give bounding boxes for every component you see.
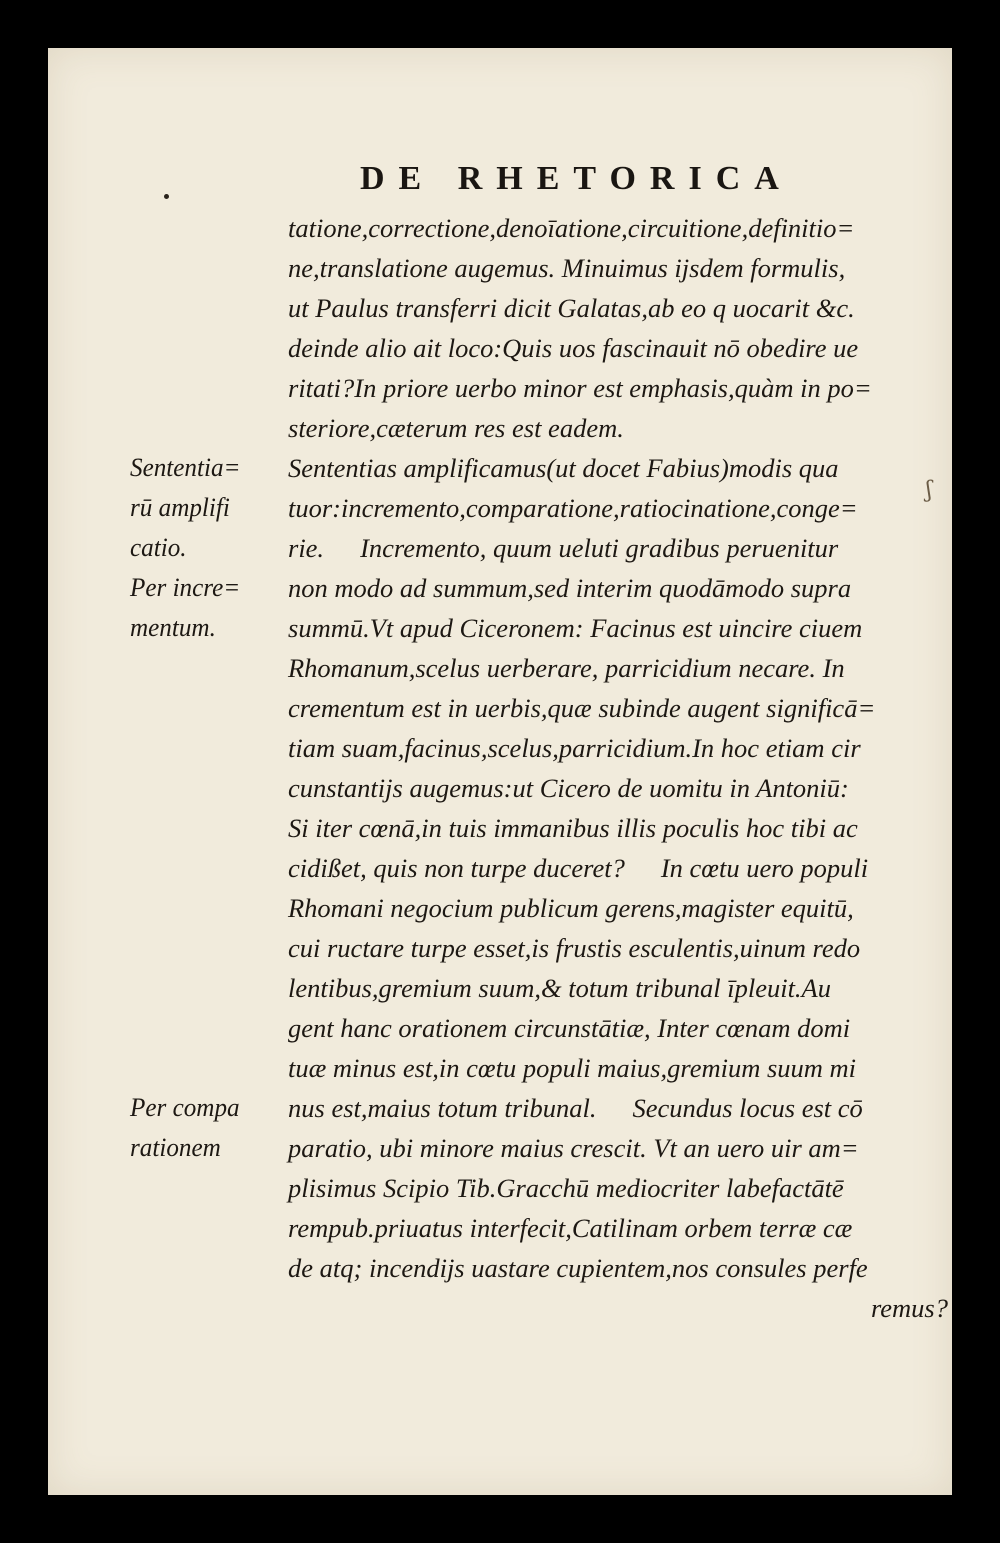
margin-note-sententiarum <box>130 448 280 568</box>
text-line: Rhomanum,scelus uerberare, parricidium necare. In <box>288 653 845 683</box>
margin-pen-mark: ʃ <box>926 478 932 503</box>
text-line <box>288 1088 863 1128</box>
text-line: tatione,correctione,denoīatione,circuitione,definitio= <box>288 213 855 243</box>
ink-speck <box>164 194 169 199</box>
margin-note-line: Per incre= <box>130 573 241 602</box>
text-line: steriore,cæterum res est eadem. <box>288 413 624 443</box>
running-header: DE RHETORICA <box>360 160 793 197</box>
text-line: summū.Vt apud Ciceronem: Facinus est uincire ciuem <box>288 613 863 643</box>
margin-note-line: mentum. <box>130 613 216 642</box>
text-line: remus? <box>870 1293 948 1323</box>
text-line: cunstantijs augemus:ut Cicero de uomitu in Antoniū: <box>288 773 849 803</box>
text-segment: Incremento, quum ueluti gradibus peruenitur <box>360 533 839 563</box>
text-line: lentibus,gremium suum,& totum tribunal īpleuit.Au <box>288 973 831 1003</box>
text-line: Si iter cœnā,in tuis immanibus illis poculis hoc tibi ac <box>288 813 858 843</box>
text-line: tiam suam,facinus,scelus,parricidium.In hoc etiam cir <box>288 733 861 763</box>
text-segment: rie. <box>288 533 325 563</box>
text-segment: Secundus locus est cō <box>632 1093 863 1123</box>
text-line: crementum est in uerbis,quæ subinde augent significā= <box>288 693 876 723</box>
text-segment: In cœtu uero populi <box>660 853 869 883</box>
text-line: ne,translatione augemus. Minuimus ijsdem formulis, <box>288 253 846 283</box>
text-line: deinde alio ait loco:Quis uos fascinauit nō obedire ue <box>288 333 859 363</box>
text-segment: cidißet, quis non turpe duceret? <box>288 853 625 883</box>
margin-note-line: Sententia= <box>130 453 241 482</box>
text-line: gent hanc orationem circunstātiæ, Inter cœnam domi <box>288 1013 851 1043</box>
text-line: ut Paulus transferri dicit Galatas,ab eo q uocarit &c. <box>288 293 855 323</box>
text-line <box>288 528 838 568</box>
margin-note-line: rū amplifi <box>130 493 230 522</box>
margin-note-incrementum <box>130 568 280 648</box>
text-line: plisimus Scipio Tib.Gracchū mediocriter labefactātē <box>288 1173 844 1203</box>
book-page <box>48 48 952 1495</box>
text-segment: nus est,maius totum tribunal. <box>288 1093 597 1123</box>
text-line: non modo ad summum,sed interim quodāmodo supra <box>288 573 852 603</box>
text-line <box>288 848 868 888</box>
text-line: tuor:incremento,comparatione,ratiocinatione,conge= <box>288 493 858 523</box>
text-line: Rhomani negocium publicum gerens,magister equitū, <box>288 893 854 923</box>
text-line: de atq; incendijs uastare cupientem,nos consules perfe <box>288 1253 868 1283</box>
text-line: rempub.priuatus interfecit,Catilinam orbem terræ cæ <box>288 1213 853 1243</box>
text-line: tuæ minus est,in cœtu populi maius,gremium suum mi <box>288 1053 857 1083</box>
text-line: ritati?In priore uerbo minor est emphasis,quàm in po= <box>288 373 872 403</box>
text-line: Sententias amplificamus(ut docet Fabius)modis qua <box>288 453 839 483</box>
margin-note-comparatio <box>130 1088 280 1168</box>
margin-note-line: Per compa <box>130 1093 240 1122</box>
margin-note-line: rationem <box>130 1133 221 1162</box>
text-line: paratio, ubi minore maius crescit. Vt an uero uir am= <box>288 1133 859 1163</box>
text-line: cui ructare turpe esset,is frustis esculentis,uinum redo <box>288 933 861 963</box>
margin-note-line: catio. <box>130 533 187 562</box>
